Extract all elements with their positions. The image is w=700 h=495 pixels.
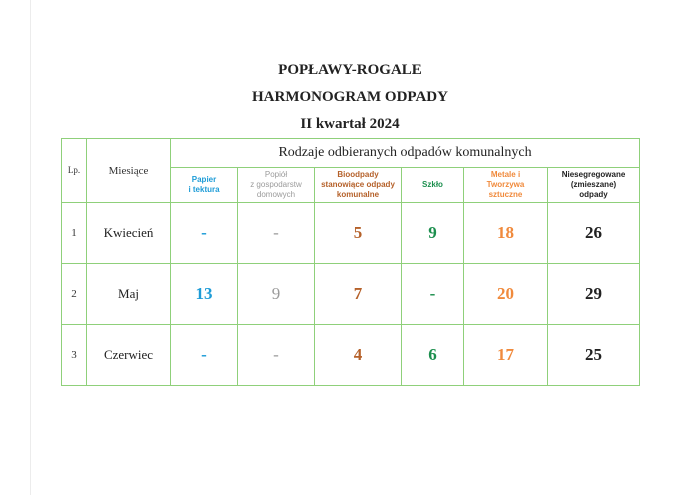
header-waste-types: Rodzaje odbieranych odpadów komunalnych [171,139,640,168]
row-lp: 3 [62,325,87,386]
cell-ash: - [238,203,315,264]
cell-bio: 7 [315,264,402,325]
category-paper: Papier i tektura [171,168,238,203]
cell-metal-plastic: 18 [464,203,548,264]
table-row [62,203,640,264]
title-schedule: HARMONOGRAM ODPADY [252,89,448,105]
cell-metal-plastic: 20 [464,264,548,325]
header-lp: Lp. [62,139,87,203]
cell-paper: - [171,203,238,264]
title-quarter: II kwartał 2024 [300,116,400,132]
category-bio: Bioodpady stanowiące odpady komunalne [315,168,402,203]
cell-bio: 5 [315,203,402,264]
table-row [62,325,640,386]
cell-glass: 6 [402,325,464,386]
row-month: Kwiecień [87,203,171,264]
header-month: Miesiące [87,139,171,203]
row-lp: 1 [62,203,87,264]
group-header-row [62,139,640,168]
cell-mixed: 25 [548,325,640,386]
category-glass: Szkło [402,168,464,203]
cell-paper: - [171,325,238,386]
cell-ash: - [238,325,315,386]
category-mixed: Niesegregowane (zmieszane) odpady [548,168,640,203]
category-metal-plastic: Metale i Tworzywa sztuczne [464,168,548,203]
row-month: Maj [87,264,171,325]
cell-glass: - [402,264,464,325]
waste-schedule-table [61,138,640,386]
cell-metal-plastic: 17 [464,325,548,386]
cell-glass: 9 [402,203,464,264]
row-month: Czerwiec [87,325,171,386]
cell-mixed: 29 [548,264,640,325]
category-ash: Popiół z gospodarstw domowych [238,168,315,203]
row-lp: 2 [62,264,87,325]
table-row [62,264,640,325]
cell-ash: 9 [238,264,315,325]
cell-paper: 13 [171,264,238,325]
cell-bio: 4 [315,325,402,386]
cell-mixed: 26 [548,203,640,264]
title-location: POPŁAWY-ROGALE [278,62,422,78]
